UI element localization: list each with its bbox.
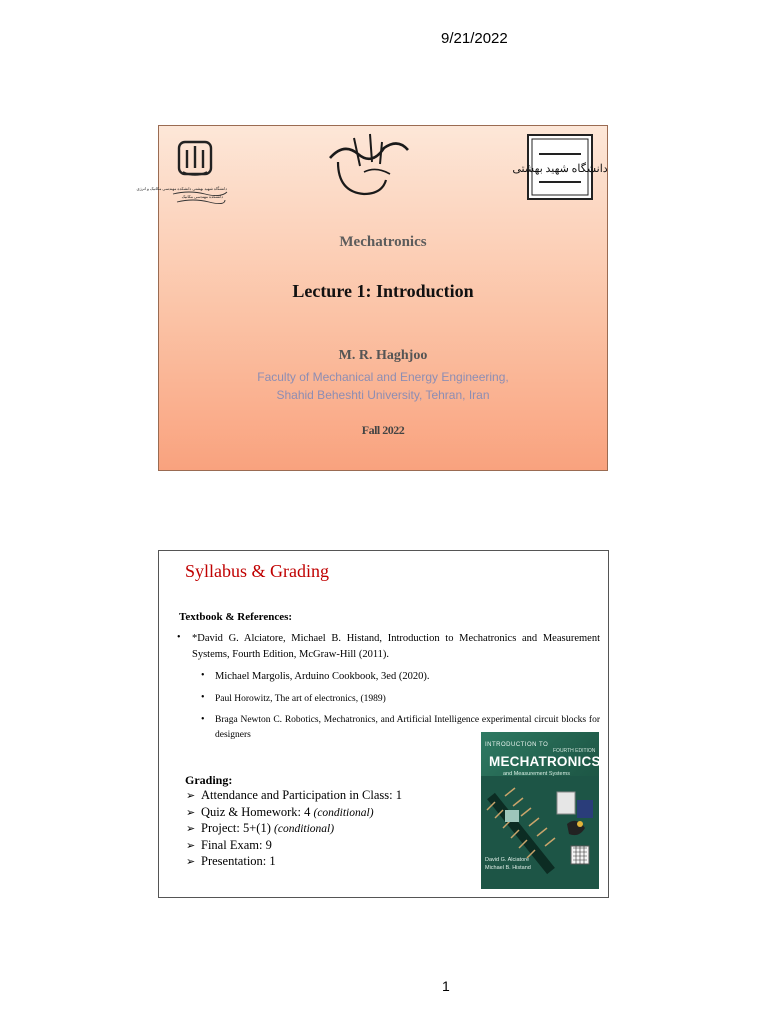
bullet-icon: • [201, 670, 205, 681]
page-date: 9/21/2022 [441, 30, 508, 47]
bullet-icon: • [201, 714, 205, 725]
textbook-cover-image [481, 732, 599, 889]
university-emblem-logo [136, 136, 229, 216]
grading-list [186, 788, 402, 871]
page-number: 1 [442, 978, 450, 994]
arrow-bullet-icon: ➢ [186, 790, 196, 802]
grading-heading: Grading: [185, 773, 233, 787]
grading-item: ➢ Final Exam: 9 [186, 838, 402, 855]
university-name: Shahid Beheshti University, Tehran, Iran [276, 388, 490, 402]
author-name: M. R. Haghjoo [338, 348, 428, 363]
title-slide [136, 125, 608, 471]
svg-text:دانشکده مهندسی مکانیک: دانشکده مهندسی مکانیک [181, 194, 223, 199]
svg-text:دانشگاه شهید بهشتی دانشکده مهن: دانشگاه شهید بهشتی دانشکده مهندسی مکانیک و انرژی [136, 186, 227, 191]
arrow-bullet-icon: ➢ [186, 806, 196, 819]
term-label: Fall 2022 [361, 423, 405, 437]
reference-item: Paul Horowitz, The art of electronics, (1989) [215, 694, 386, 704]
lecture-title: Lecture 1: Introduction [292, 281, 474, 301]
grading-item: ➢ Quiz & Homework: 4 (conditional) [186, 805, 402, 822]
reference-item: Braga Newton C. Robotics, Mechatronics, and Artificial Intelligence experimental circuit blocks for designers [215, 715, 600, 740]
faculty-name: Faculty of Mechanical and Energy Engineering, [257, 370, 509, 384]
syllabus-slide [158, 550, 609, 898]
arrow-bullet-icon: ➢ [186, 856, 196, 868]
bullet-icon: • [201, 692, 205, 703]
course-name: Mechatronics [339, 234, 427, 250]
references-heading: Textbook & References: [179, 611, 293, 623]
bullet-icon: • [177, 632, 181, 643]
arrow-bullet-icon: ➢ [186, 823, 196, 835]
book-cover-top-line: INTRODUCTION TO [485, 742, 549, 748]
university-name-logo [512, 134, 608, 200]
calligraphy-emblem [324, 128, 414, 198]
reference-item: *David G. Alciatore, Michael B. Histand, Introduction to Mechatronics and Measurement Systems, Fourth Edition, McGraw-Hill (2011). [192, 633, 600, 660]
grading-item: ➢ Project: 5+(1) (conditional) [186, 821, 402, 838]
book-cover-authors: David G. Alciatore Michael B. Histand [485, 857, 531, 871]
book-cover-subtitle: and Measurement Systems [503, 771, 570, 777]
circuit-board-illustration [481, 776, 599, 889]
arrow-bullet-icon: ➢ [186, 839, 196, 852]
reference-item: Michael Margolis, Arduino Cookbook, 3ed (2020). [215, 671, 430, 682]
grading-item: ➢ Attendance and Participation in Class: 1 [186, 788, 402, 805]
book-cover-edition: FOURTH EDITION [553, 748, 596, 754]
svg-text:بسم الله الرحمن الرحیم: بسم الله الرحمن الرحیم [339, 184, 399, 190]
grading-item: ➢ Presentation: 1 [186, 854, 402, 871]
slide-title: Syllabus & Grading [185, 561, 329, 581]
book-cover-title: MECHATRONICS [489, 754, 601, 769]
svg-text:دانشگاه شهید بهشتی: دانشگاه شهید بهشتی [512, 163, 608, 175]
